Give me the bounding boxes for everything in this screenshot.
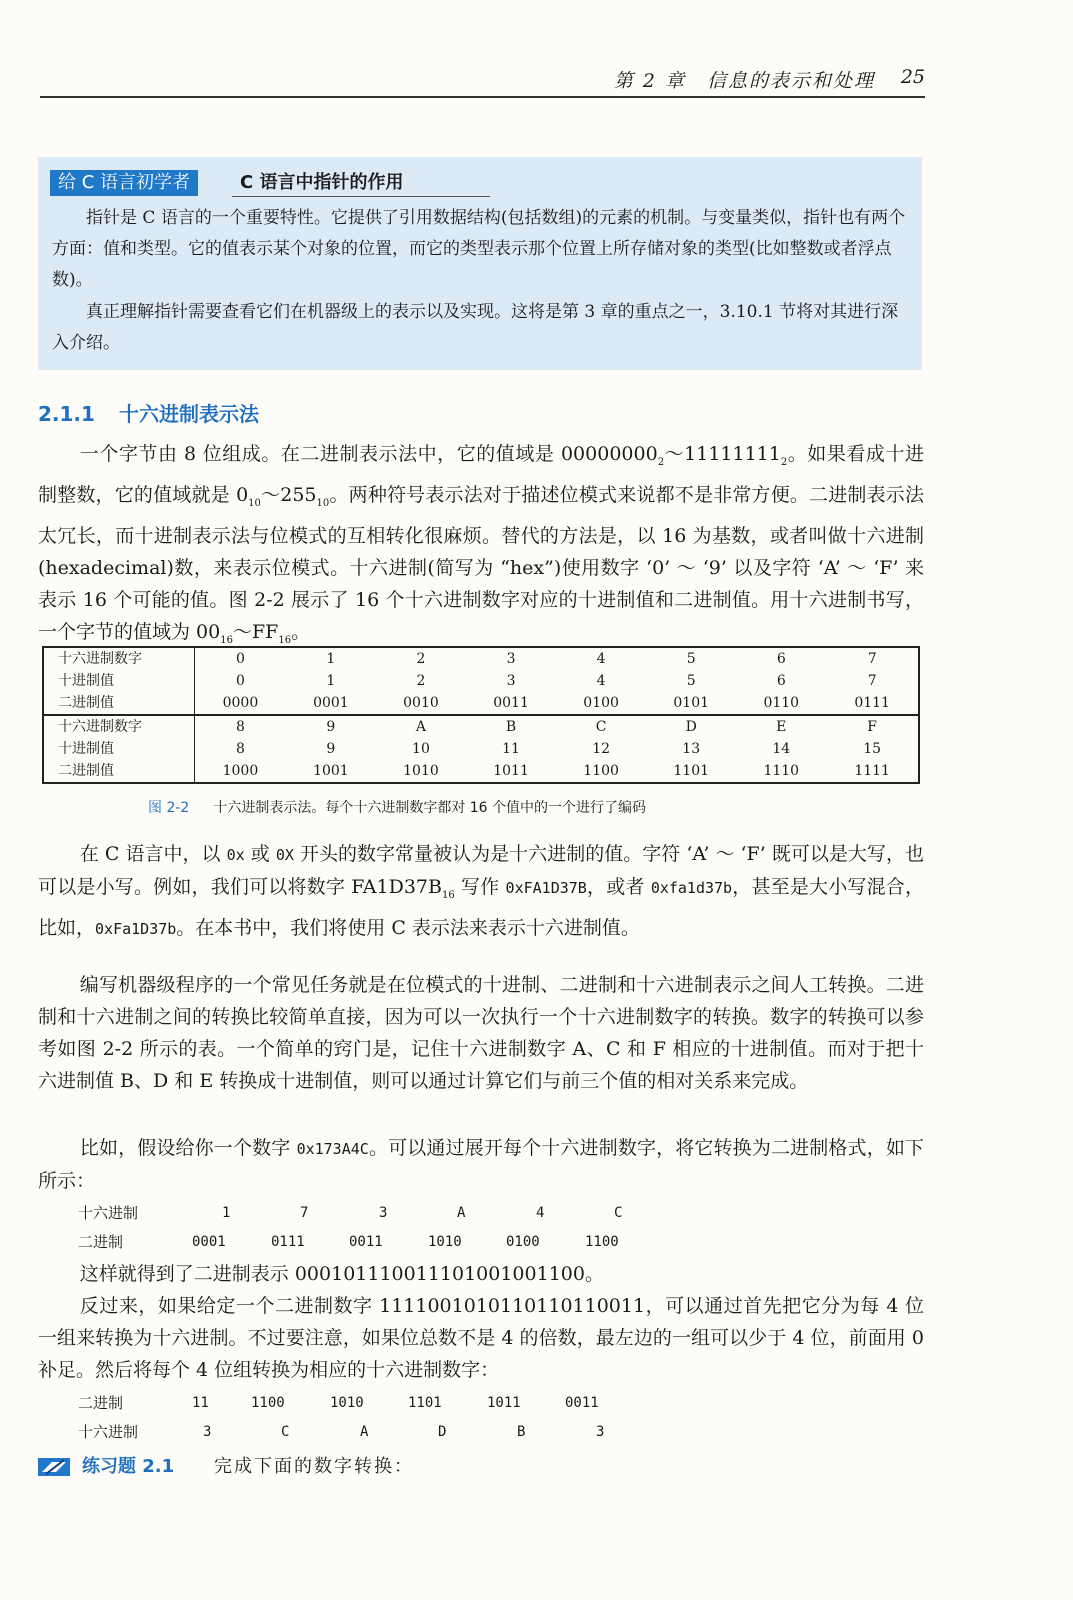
- note-paragraph-1: 指针是 C 语言的一个重要特性。它提供了引用数据结构(包括数组)的元素的机制。与变量类似，指针也有两个方面：值和类型。它的值表示某个对象的位置，而它的类型表示那个位置上所存储对象的类型(比如整数或者浮点数)。: [52, 208, 906, 290]
- hex-digit: B: [517, 1424, 526, 1440]
- table-cell: 11: [502, 741, 520, 757]
- section-heading: [38, 398, 259, 427]
- table-cell: 0000: [222, 695, 259, 711]
- table-cell: 7: [867, 673, 877, 689]
- table-cell: 7: [867, 651, 877, 667]
- table-cell: 1011: [493, 763, 529, 779]
- bin-group: 1100: [585, 1234, 619, 1250]
- table-cell: 1100: [583, 763, 619, 779]
- table-row: [43, 670, 919, 692]
- table-row: [43, 647, 919, 670]
- paragraph-result: 这样就得到了二进制表示 000101110011101001001100。: [79, 1263, 604, 1285]
- hex-digit: 3: [379, 1205, 388, 1221]
- conversion-bin-row: [78, 1228, 678, 1256]
- table-cell: 3: [506, 673, 516, 689]
- table-cell: 8: [235, 741, 245, 757]
- row-label-bin: 二进制值: [43, 760, 195, 783]
- bin-group: 0001: [192, 1234, 226, 1250]
- table-cell: 1: [326, 673, 336, 689]
- hex-digit: 1: [222, 1205, 231, 1221]
- table-cell: 0101: [673, 695, 710, 711]
- table-cell: 1: [326, 651, 336, 667]
- table-cell: 2: [416, 673, 426, 689]
- table-cell: 0111: [854, 695, 890, 711]
- row-label-dec: 十进制值: [43, 738, 195, 760]
- conversion-hex-row: [78, 1418, 678, 1446]
- page-header: [40, 62, 925, 98]
- table-cell: 1001: [313, 763, 349, 779]
- hex-digit: A: [360, 1424, 369, 1440]
- note-title: C 语言中指针的作用: [232, 170, 490, 197]
- beginner-note-box: [38, 157, 922, 370]
- table-cell: 0011: [493, 695, 529, 711]
- figure-caption-text: 十六进制表示法。每个十六进制数字都对 16 个值中的一个进行了编码: [213, 800, 647, 816]
- row-label-bin: 二进制值: [43, 692, 195, 715]
- note-tag: 给 C 语言初学者: [50, 170, 198, 196]
- table-cell: 1000: [222, 763, 259, 779]
- hex-digit: C: [614, 1205, 623, 1221]
- table-cell: 9: [326, 741, 336, 757]
- hex-digit: A: [457, 1205, 466, 1221]
- table-cell: 0: [235, 673, 245, 689]
- exercise-text: 完成下面的数字转换：: [214, 1456, 414, 1477]
- table-cell: D: [646, 715, 736, 738]
- table-cell: 2: [416, 651, 426, 667]
- paragraph-c-hex-notation: 在 C 语言中，以 0x 或 0X 开头的数字常量被认为是十六进制的值。字符 ‘A’ ～ ‘F’ 既可以是大写，也可以是小写。例如，我们可以将数字 $FA1D37B_{16}$ 写作 0xFA1D37B，或者 0xfa1d37b，甚至是大小写混合，比如，0xFa1D37b。在本书中，我们将使用 C 表示法来表示十六进制值。: [38, 843, 924, 939]
- exercise-heading: [36, 1452, 536, 1482]
- bin-group: 1010: [330, 1395, 364, 1411]
- table-cell: 5: [686, 673, 696, 689]
- paragraph-example: 比如，假设给你一个数字 0x173A4C。可以通过展开每个十六进制数字，将它转换为二进制格式，如下所示：: [38, 1137, 924, 1192]
- hex-digit: D: [438, 1424, 447, 1440]
- table-cell: 6: [776, 673, 786, 689]
- table-cell: 6: [776, 651, 786, 667]
- hex-digit: 3: [596, 1424, 605, 1440]
- hex-decimal-binary-table: [42, 646, 920, 784]
- table-row: [43, 692, 919, 715]
- bin-group: 11: [192, 1395, 209, 1411]
- hex-digit: 4: [536, 1205, 545, 1221]
- table-cell: 1110: [763, 763, 800, 779]
- table-cell: B: [466, 715, 556, 738]
- table-cell: 1111: [854, 763, 890, 779]
- table-cell: 5: [686, 651, 696, 667]
- section-number: 2.1.1: [38, 402, 95, 426]
- table-cell: 0100: [583, 695, 619, 711]
- figure-caption: [148, 797, 646, 817]
- page-number: 25: [900, 66, 925, 88]
- conversion-hex-row: [78, 1199, 678, 1227]
- row-label: 十六进制: [78, 1204, 139, 1222]
- bin-group: 1010: [428, 1234, 462, 1250]
- chapter-title: 第 2 章 信息的表示和处理: [613, 70, 875, 92]
- note-paragraph-2: 真正理解指针需要查看它们在机器级上的表示以及实现。这将是第 3 章的重点之一，3.10.1 节将对其进行深入介绍。: [52, 302, 899, 353]
- table-row: [43, 760, 919, 783]
- hex-digit: C: [281, 1424, 290, 1440]
- exercise-label: 练习题 2.1: [82, 1456, 175, 1477]
- table-cell: 12: [592, 741, 611, 757]
- table-cell: E: [736, 715, 826, 738]
- table-row: [43, 738, 919, 760]
- bin-group: 1011: [487, 1395, 521, 1411]
- table-cell: 0: [235, 651, 245, 667]
- table-row: [43, 715, 919, 738]
- hex-digit: 7: [300, 1205, 309, 1221]
- paragraph-hex-intro: 一个字节由 8 位组成。在二进制表示法中，它的值域是 $00000000_2\sim 11111111_2$。如果看成十进制整数，它的值域就是 $0_{10}\sim 255_{10}$。两种符号表示法对于描述位模式来说都不是非常方便。二进制表示法太冗长，而十进制表示法与位模式的互相转化很麻烦。替代的方法是，以 16 为基数，或者叫做十六进制(hexadecimal)数，来表示位模式。十六进制(简写为 “hex”)使用数字 ‘0’ ～ ‘9’ 以及字符 ‘A’ ～ ‘F’ 来表示 16 个可能的值。图 2-2 展示了 16 个十六进制数字对应的十进制值和二进制值。用十六进制书写，一个字节的值域为 $00_{16}\sim FF_{16}$。: [38, 443, 924, 646]
- bin-group: 0100: [506, 1234, 540, 1250]
- table-cell: 8: [195, 715, 286, 738]
- hex-digit: 3: [203, 1424, 212, 1440]
- pen-paper-icon: [36, 1454, 72, 1478]
- bin-group: 1100: [251, 1395, 285, 1411]
- table-cell: 4: [596, 651, 606, 667]
- table-cell: 1101: [673, 763, 710, 779]
- table-cell: 1010: [403, 763, 439, 779]
- figure-number: 图 2-2: [148, 800, 190, 816]
- table-cell: 14: [772, 741, 791, 757]
- table-cell: 0010: [403, 695, 439, 711]
- table-cell: F: [826, 715, 919, 738]
- bin-group: 0111: [271, 1234, 305, 1250]
- table-cell: A: [376, 715, 466, 738]
- row-label-dec: 十进制值: [43, 670, 195, 692]
- bin-group: 0011: [349, 1234, 383, 1250]
- paragraph-conversion-tips: 编写机器级程序的一个常见任务就是在位模式的十进制、二进制和十六进制表示之间人工转换。二进制和十六进制之间的转换比较简单直接，因为可以一次执行一个十六进制数字的转换。数字的转换可以参考如图 2-2 所示的表。一个简单的窍门是，记住十六进制数字 A、C 和 F 相应的十进制值。而对于把十六进制值 B、D 和 E 转换成十进制值，则可以通过计算它们与前三个值的相对关系来完成。: [38, 974, 924, 1092]
- table-cell: 0110: [763, 695, 800, 711]
- row-label: 二进制: [78, 1394, 124, 1412]
- row-label-hex: 十六进制数字: [43, 647, 195, 670]
- table-cell: 3: [506, 651, 516, 667]
- table-cell: C: [556, 715, 646, 738]
- paragraph-reverse: 反过来，如果给定一个二进制数字 1111001010110110110011，可以通过首先把它分为每 4 位一组来转换为十六进制。不过要注意，如果位总数不是 4 的倍数，最左边的一组可以少于 4 位，前面用 0 补足。然后将每个 4 位组转换为相应的十六进制数字：: [38, 1295, 924, 1381]
- conversion-bin-row: [78, 1389, 678, 1417]
- row-label: 十六进制: [78, 1423, 139, 1441]
- row-label-hex: 十六进制数字: [43, 715, 195, 738]
- bin-group: 1101: [408, 1395, 442, 1411]
- section-title: 十六进制表示法: [118, 402, 259, 426]
- table-cell: 15: [863, 741, 882, 757]
- table-cell: 4: [596, 673, 606, 689]
- table-cell: 10: [412, 741, 430, 757]
- table-cell: 9: [286, 715, 376, 738]
- table-cell: 0001: [313, 695, 349, 711]
- row-label: 二进制: [78, 1233, 124, 1251]
- table-cell: 13: [682, 741, 701, 757]
- bin-group: 0011: [565, 1395, 599, 1411]
